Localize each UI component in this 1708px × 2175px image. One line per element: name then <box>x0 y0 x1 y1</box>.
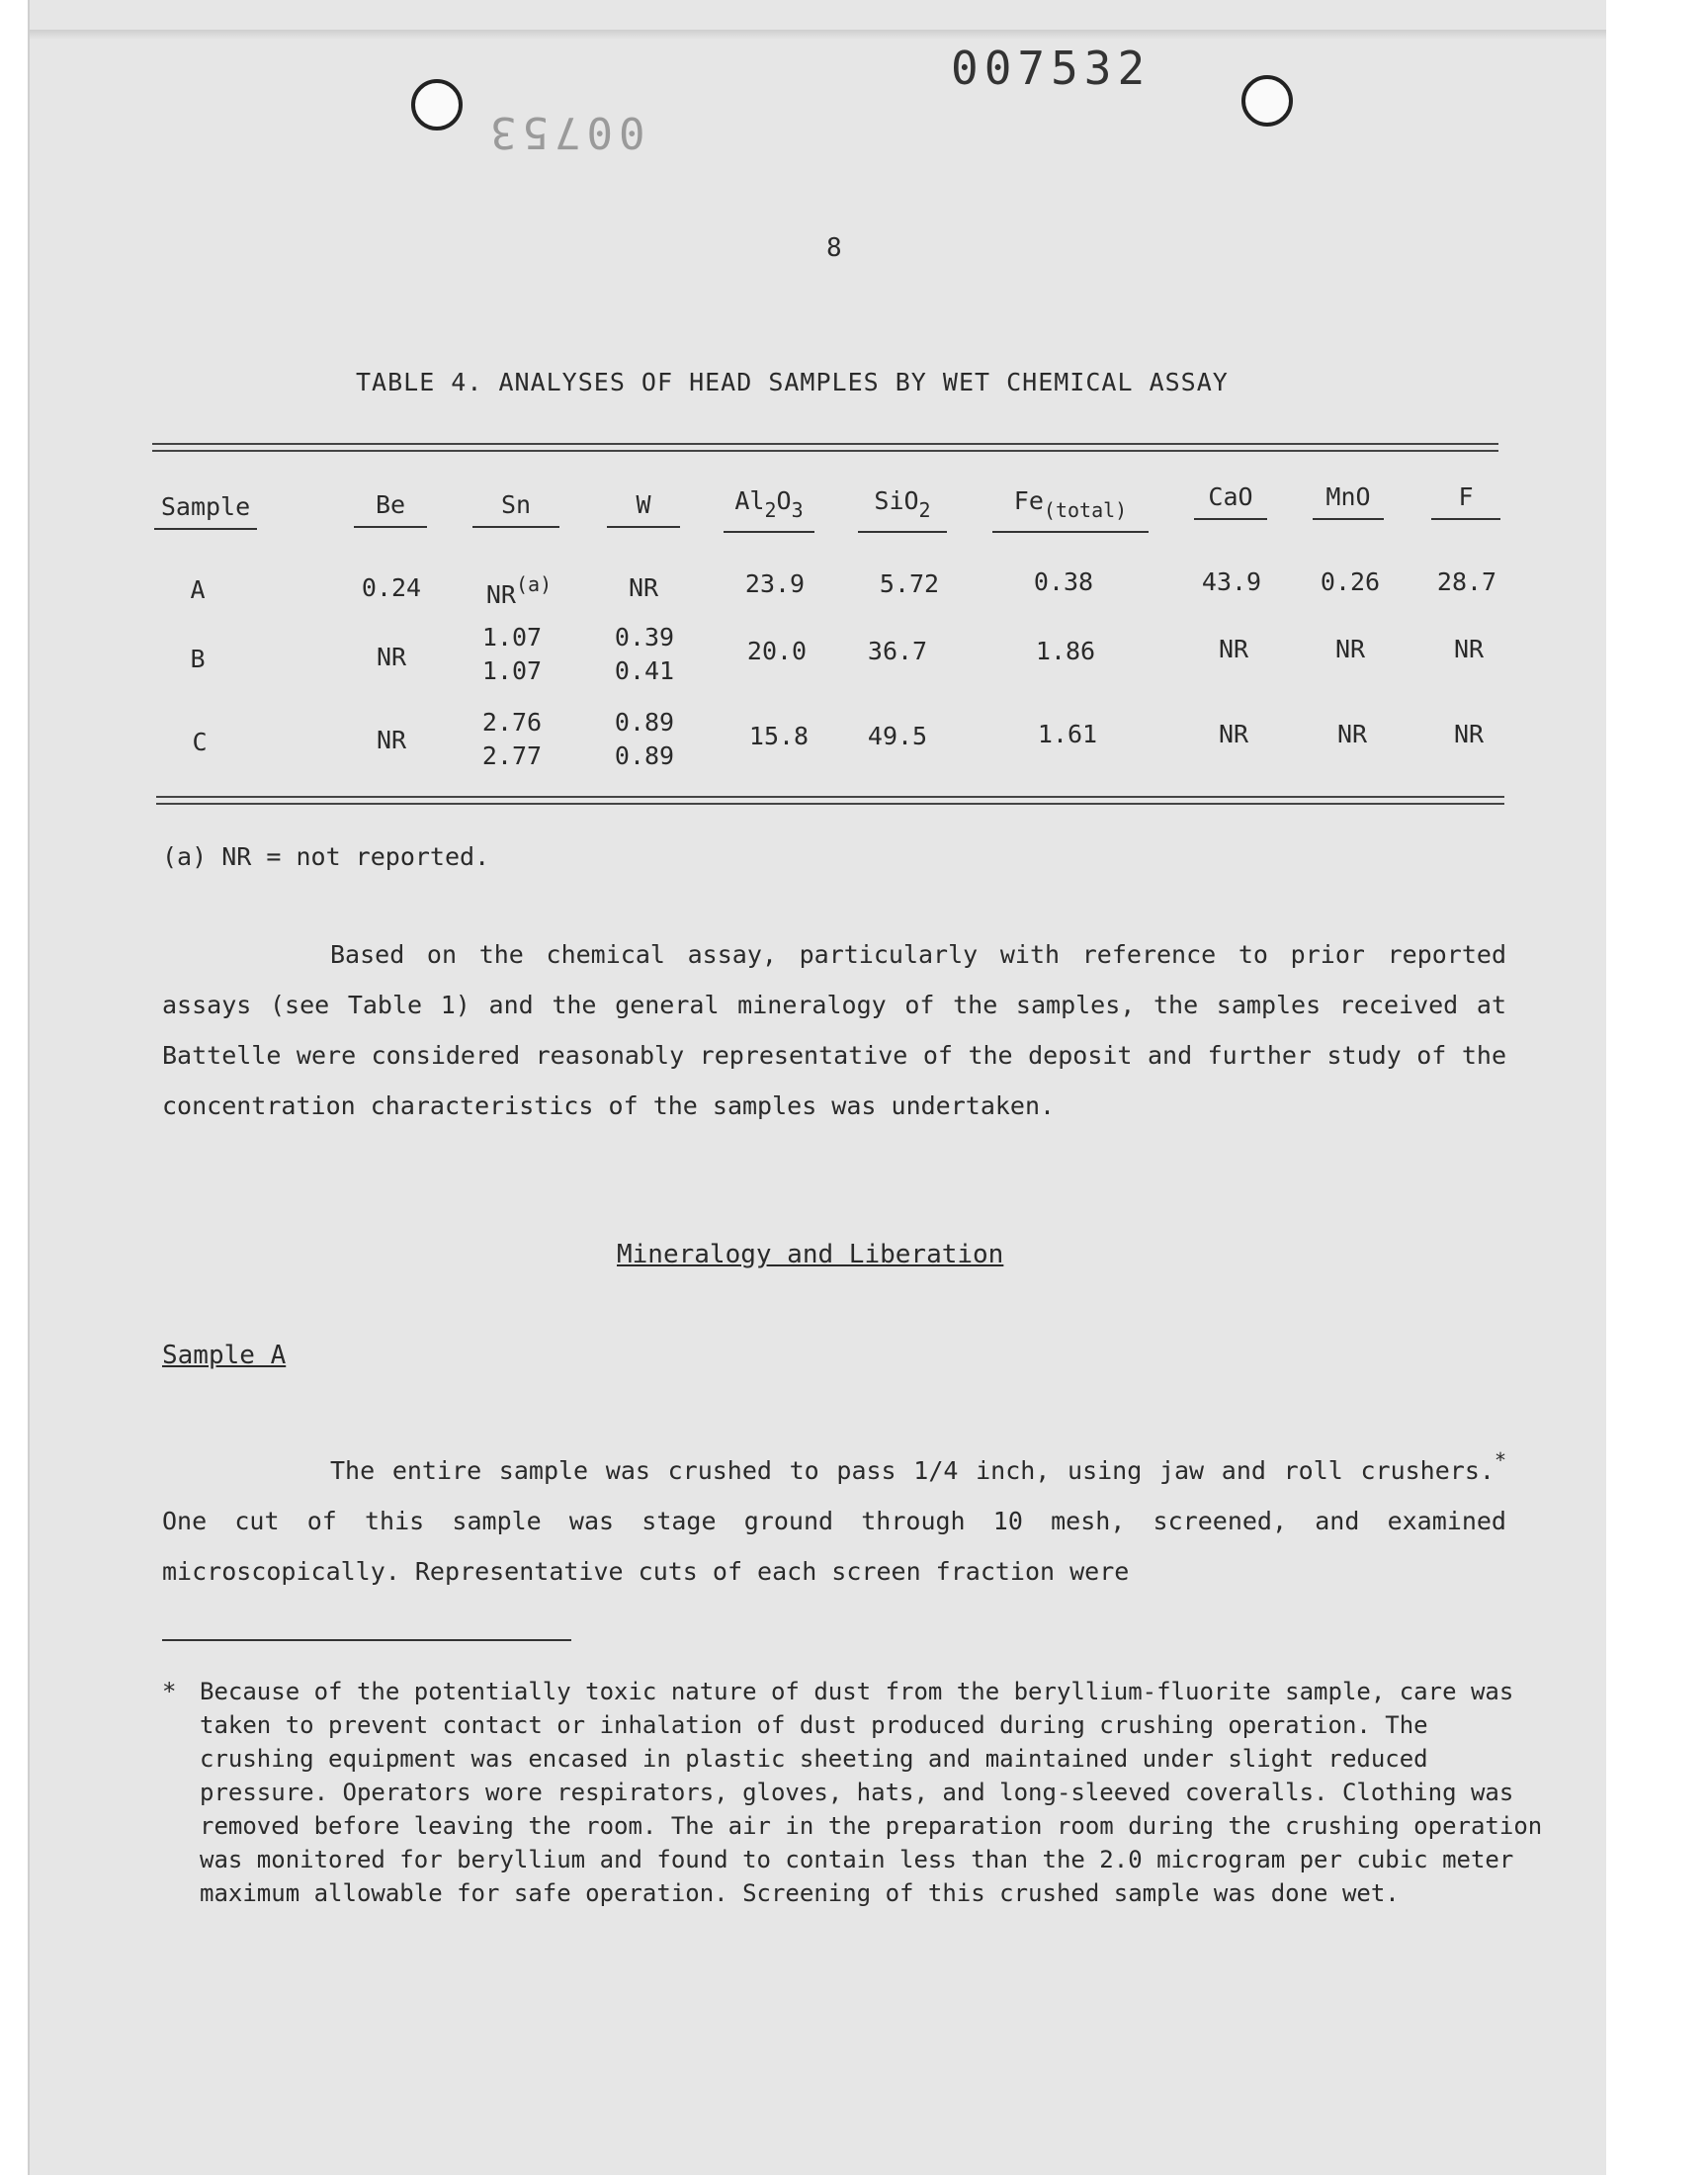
table-row-c-w-2: 0.89 <box>614 741 675 770</box>
table-row-c-be: NR <box>376 726 407 754</box>
col-header-cao: CaO <box>1194 480 1267 520</box>
table-row-b-sn-1: 1.07 <box>481 623 543 652</box>
table-row-a-fe: 0.38 <box>1033 567 1094 596</box>
table-row-c-sio2: 49.5 <box>867 722 928 750</box>
table-row-c-f: NR <box>1453 720 1485 748</box>
col-header-sample: Sample <box>154 490 257 530</box>
table-row-b-f: NR <box>1453 635 1485 663</box>
footnote-mark: * <box>162 1678 177 1705</box>
page-top-edge <box>30 30 1606 40</box>
table-title: TABLE 4. ANALYSES OF HEAD SAMPLES BY WET CHEMICAL ASSAY <box>356 368 1229 396</box>
body-paragraph-1: Based on the chemical assay, particularly with reference to prior reported assays (see Table 1) and the general mineralogy of the samples, the samples received at Battelle were considered reasonably representative of the deposit and further study of the concentration characteristics of the samples was undertaken. <box>162 940 1506 1120</box>
table-row-a-f: 28.7 <box>1436 567 1497 596</box>
footnote-divider <box>162 1639 571 1641</box>
table-row-c-fe: 1.61 <box>1037 720 1098 748</box>
table-row-b-sample: B <box>190 645 206 673</box>
punch-hole-left <box>411 79 463 130</box>
table-row-b-sio2: 36.7 <box>867 637 928 665</box>
table-row-a-cao: 43.9 <box>1201 567 1262 596</box>
faded-stamp-number: 00753 <box>484 107 645 157</box>
table-row-c-w-1: 0.89 <box>614 708 675 737</box>
table-row-a-w: NR <box>628 573 659 602</box>
table-row-b-sn-2: 1.07 <box>481 656 543 685</box>
footnote-text: Because of the potentially toxic nature of dust from the beryllium-fluorite sample, care was taken to prevent contact or inhalation of dust produced during crushing operation. The crushing equipment was encased in plastic sheeting and maintained under slight reduced pressure. Operators wore respirators, gloves, hats, and long-sleeved coveralls. Clothing was removed before leaving the room. The air in the preparation room during the crushing operation was monitored for beryllium and found to contain less than the 2.0 microgram per cubic meter maximum allowable for safe operation. Screening of this crushed sample was done wet. <box>200 1678 1543 1907</box>
body-paragraph-2: The entire sample was crushed to pass 1/4 inch, using jaw and roll crushers.* One cut of this sample was stage ground through 10 mesh, screened, and examined microscopically. Representative cuts of each screen fraction were <box>162 1448 1506 1586</box>
col-header-be: Be <box>354 488 427 528</box>
table-top-rule-2 <box>152 450 1498 452</box>
punch-hole-right <box>1241 75 1293 127</box>
table-row-b-fe: 1.86 <box>1035 637 1096 665</box>
table-row-c-cao: NR <box>1218 720 1249 748</box>
col-header-al2o3: $Al_2O_3$ <box>724 484 814 533</box>
col-header-mno: MnO <box>1313 480 1384 520</box>
table-row-a-sample: A <box>190 575 206 604</box>
table-footnote: (a) NR = not reported. <box>162 842 490 871</box>
table-row-b-cao: NR <box>1218 635 1249 663</box>
col-header-sn: Sn <box>472 488 559 528</box>
table-bottom-rule-2 <box>156 803 1504 805</box>
table-row-b-mno: NR <box>1334 635 1366 663</box>
table-top-rule <box>152 443 1498 445</box>
table-row-b-w-1: 0.39 <box>614 623 675 652</box>
table-row-b-w-2: 0.41 <box>614 656 675 685</box>
col-header-w: W <box>607 488 680 528</box>
table-row-a-be: 0.24 <box>361 573 422 602</box>
table-bottom-rule <box>156 796 1504 798</box>
table-row-a-mno: 0.26 <box>1320 567 1381 596</box>
table-row-b-be: NR <box>376 643 407 671</box>
section-heading: Mineralogy and Liberation <box>617 1240 1004 1269</box>
table-row-c-al2o3: 15.8 <box>748 722 810 750</box>
table-row-c-sn-2: 2.77 <box>481 741 543 770</box>
col-header-fe-total: $Fe_{(total)}$ <box>992 484 1149 533</box>
table-row-a-sn: NR$^{(a)}$ <box>485 572 553 609</box>
col-header-sio2: SiO$_2$ <box>858 484 947 533</box>
table-row-a-al2o3: 23.9 <box>744 569 806 598</box>
table-row-c-mno: NR <box>1336 720 1368 748</box>
subheading-sample-a: Sample A <box>162 1341 287 1370</box>
table-row-c-sn-1: 2.76 <box>481 708 543 737</box>
table-row-b-al2o3: 20.0 <box>746 637 808 665</box>
document-stamp-number: 007532 <box>951 42 1152 95</box>
footnote <box>162 1675 1546 1910</box>
table-row-a-sio2: 5.72 <box>879 569 940 598</box>
table-row-c-sample: C <box>192 728 208 756</box>
page-number: 8 <box>826 233 842 263</box>
col-header-f: F <box>1431 480 1500 520</box>
